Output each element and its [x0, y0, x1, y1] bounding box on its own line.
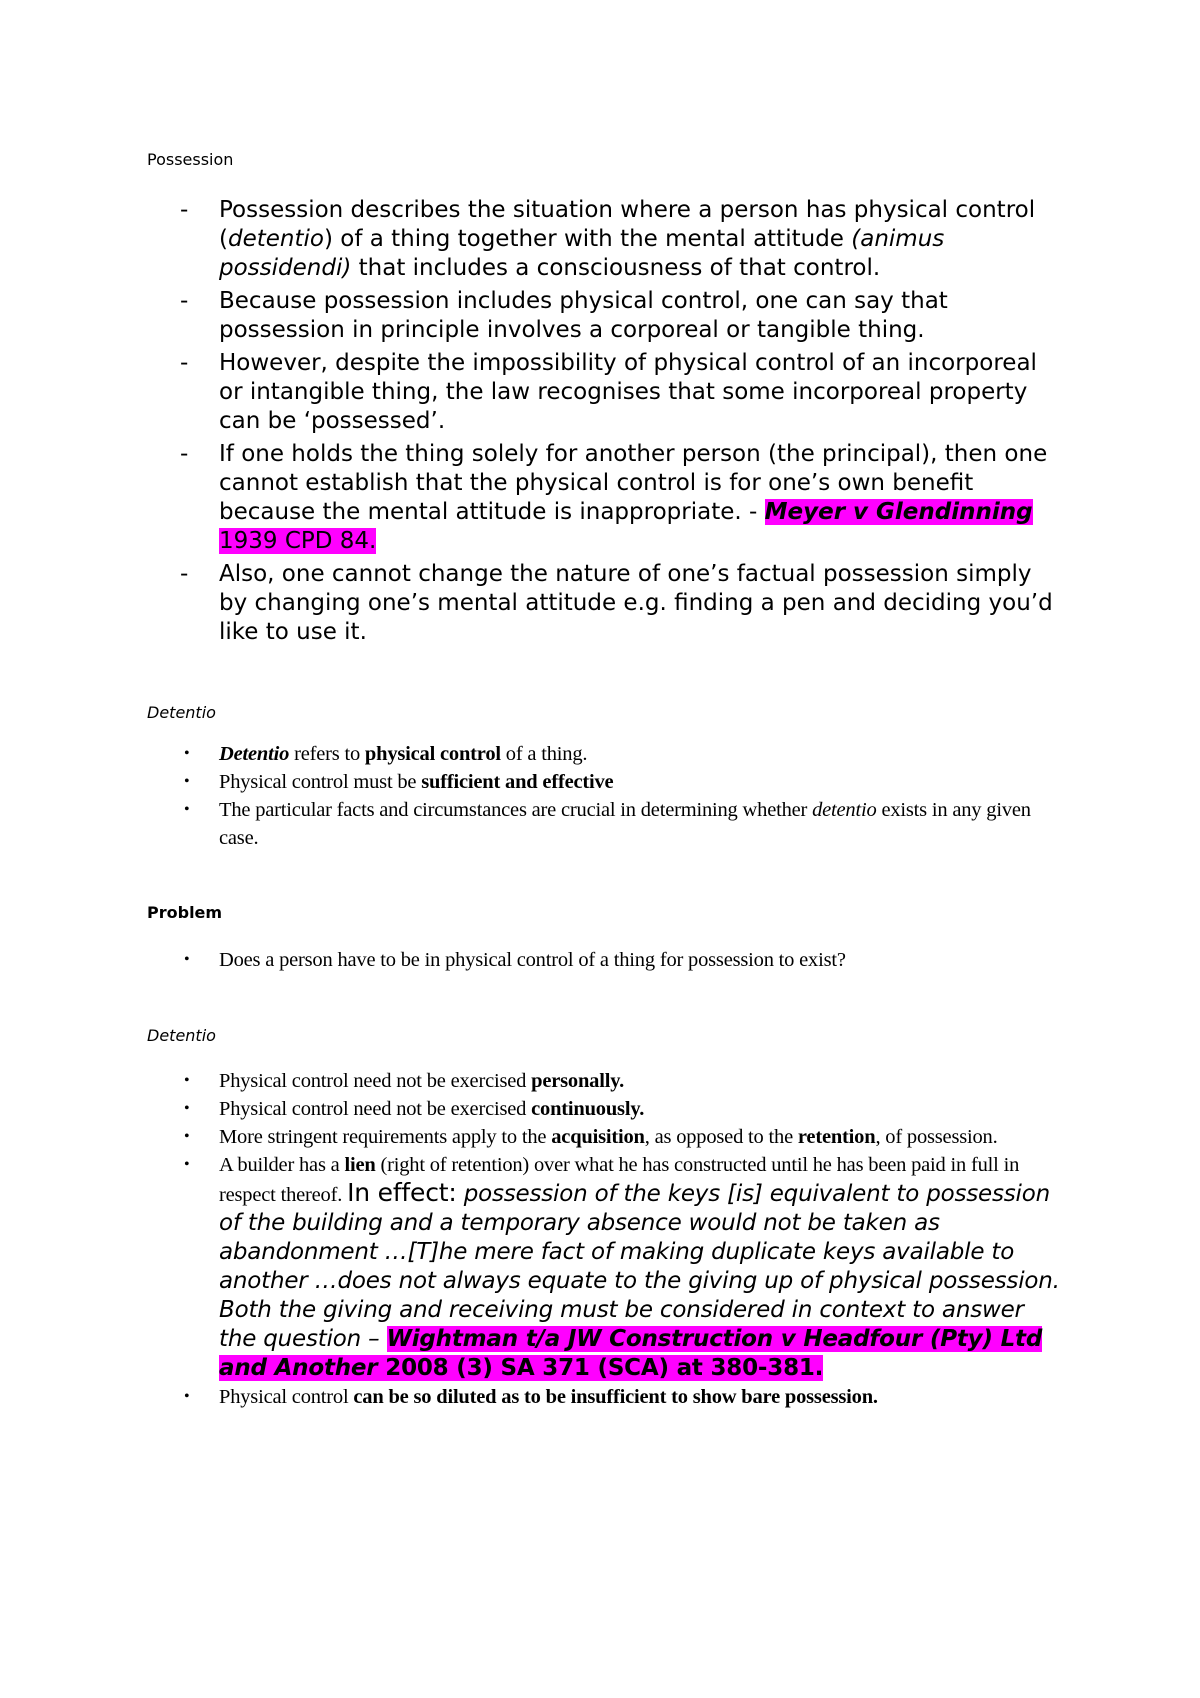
round-bullet: •: [184, 1388, 190, 1405]
case-name: Wightman t/a JW Construction v Headfour (Pty) Ltd and Another: [219, 1326, 1043, 1381]
round-bullet: •: [184, 1156, 190, 1173]
round-bullet: •: [184, 745, 190, 762]
heading-possession: Possession: [147, 150, 234, 169]
detentio-list: [0, 740, 1200, 852]
list-item: - Also, one cannot change the nature of one’s factual possession simply by changing one’s mental attitude e.g. finding a pen and deciding you’d like to use it.: [180, 561, 1053, 645]
round-bullet: •: [184, 1072, 190, 1089]
dash-bullet: -: [180, 441, 189, 467]
list-item: • Physical control can be so diluted as to be insufficient to show bare possession.: [0, 1383, 1200, 1411]
round-bullet: •: [184, 951, 190, 968]
list-item: • A builder has a lien (right of retention) over what he has constructed until he has been paid in full in respect thereof. In effect: possession of the keys [is] equivalent to possession of the building and a temporary absence would not be taken as abandonment …[T]he mere fact of making duplicate keys available to another …does not always equate to the giving up of physical possession. Both the giving and receiving must be considered in context to answer the question – Wightman t/a JW Construction v Headfour (Pty) Ltd and Another 2008 (3) SA 371 (SCA) at 380-381.: [0, 1151, 1200, 1383]
list-item: - Possession describes the situation where a person has physical control (detentio) of a thing together with the mental attitude (animus possidendi) that includes a consciousness of that control.: [180, 197, 1036, 281]
dash-bullet: -: [180, 350, 189, 376]
list-item: • Physical control need not be exercised personally.: [0, 1067, 1200, 1095]
list-item: - Because possession includes physical control, one can say that possession in principle involves a corporeal or tangible thing.: [180, 288, 948, 343]
round-bullet: •: [184, 801, 190, 818]
list-item: • Physical control need not be exercised continuously.: [0, 1095, 1200, 1123]
list-item: • Detentio refers to physical control of a thing.: [0, 740, 1200, 768]
list-item: • The particular facts and circumstances are crucial in determining whether detentio exists in any given case.: [0, 796, 1200, 852]
heading-detentio: Detentio: [147, 703, 216, 722]
case-name: Meyer v Glendinning: [764, 499, 1033, 525]
list-item: - If one holds the thing solely for another person (the principal), then one cannot establish that the physical control is for one’s own benefit because the mental attitude is inappropriate. - Meyer v Glendinning 1939 CPD 84.: [180, 441, 1048, 554]
problem-list: [0, 946, 1200, 974]
dash-bullet: -: [180, 197, 189, 223]
dash-bullet: -: [180, 288, 189, 314]
list-item: - However, despite the impossibility of physical control of an incorporeal or intangible thing, the law recognises that some incorporeal property can be ‘possessed’.: [180, 350, 1037, 434]
detentio-2-list: [0, 1067, 1200, 1411]
case-citation: 2008 (3) SA 371 (SCA) at 380-381.: [377, 1355, 824, 1381]
list-item: • Physical control must be sufficient and effective: [0, 768, 1200, 796]
list-item: • Does a person have to be in physical control of a thing for possession to exist?: [0, 946, 1200, 974]
possession-list: [0, 196, 1200, 651]
heading-detentio-2: Detentio: [147, 1026, 216, 1045]
case-citation: 1939 CPD 84.: [219, 528, 377, 554]
quoted-passage: possession of the keys [is] equivalent to possession of the building and a temporary absence would not be taken as abandonment …[T]he mere fact of making duplicate keys available to another …does not always equate to the giving up of physical possession. Both the giving and receiving must be considered in context to answer the question: [219, 1181, 1060, 1352]
round-bullet: •: [184, 773, 190, 790]
heading-problem: Problem: [147, 903, 223, 922]
round-bullet: •: [184, 1100, 190, 1117]
dash-bullet: -: [180, 561, 189, 587]
list-item: • More stringent requirements apply to the acquisition, as opposed to the retention, of possession.: [0, 1123, 1200, 1151]
round-bullet: •: [184, 1128, 190, 1145]
